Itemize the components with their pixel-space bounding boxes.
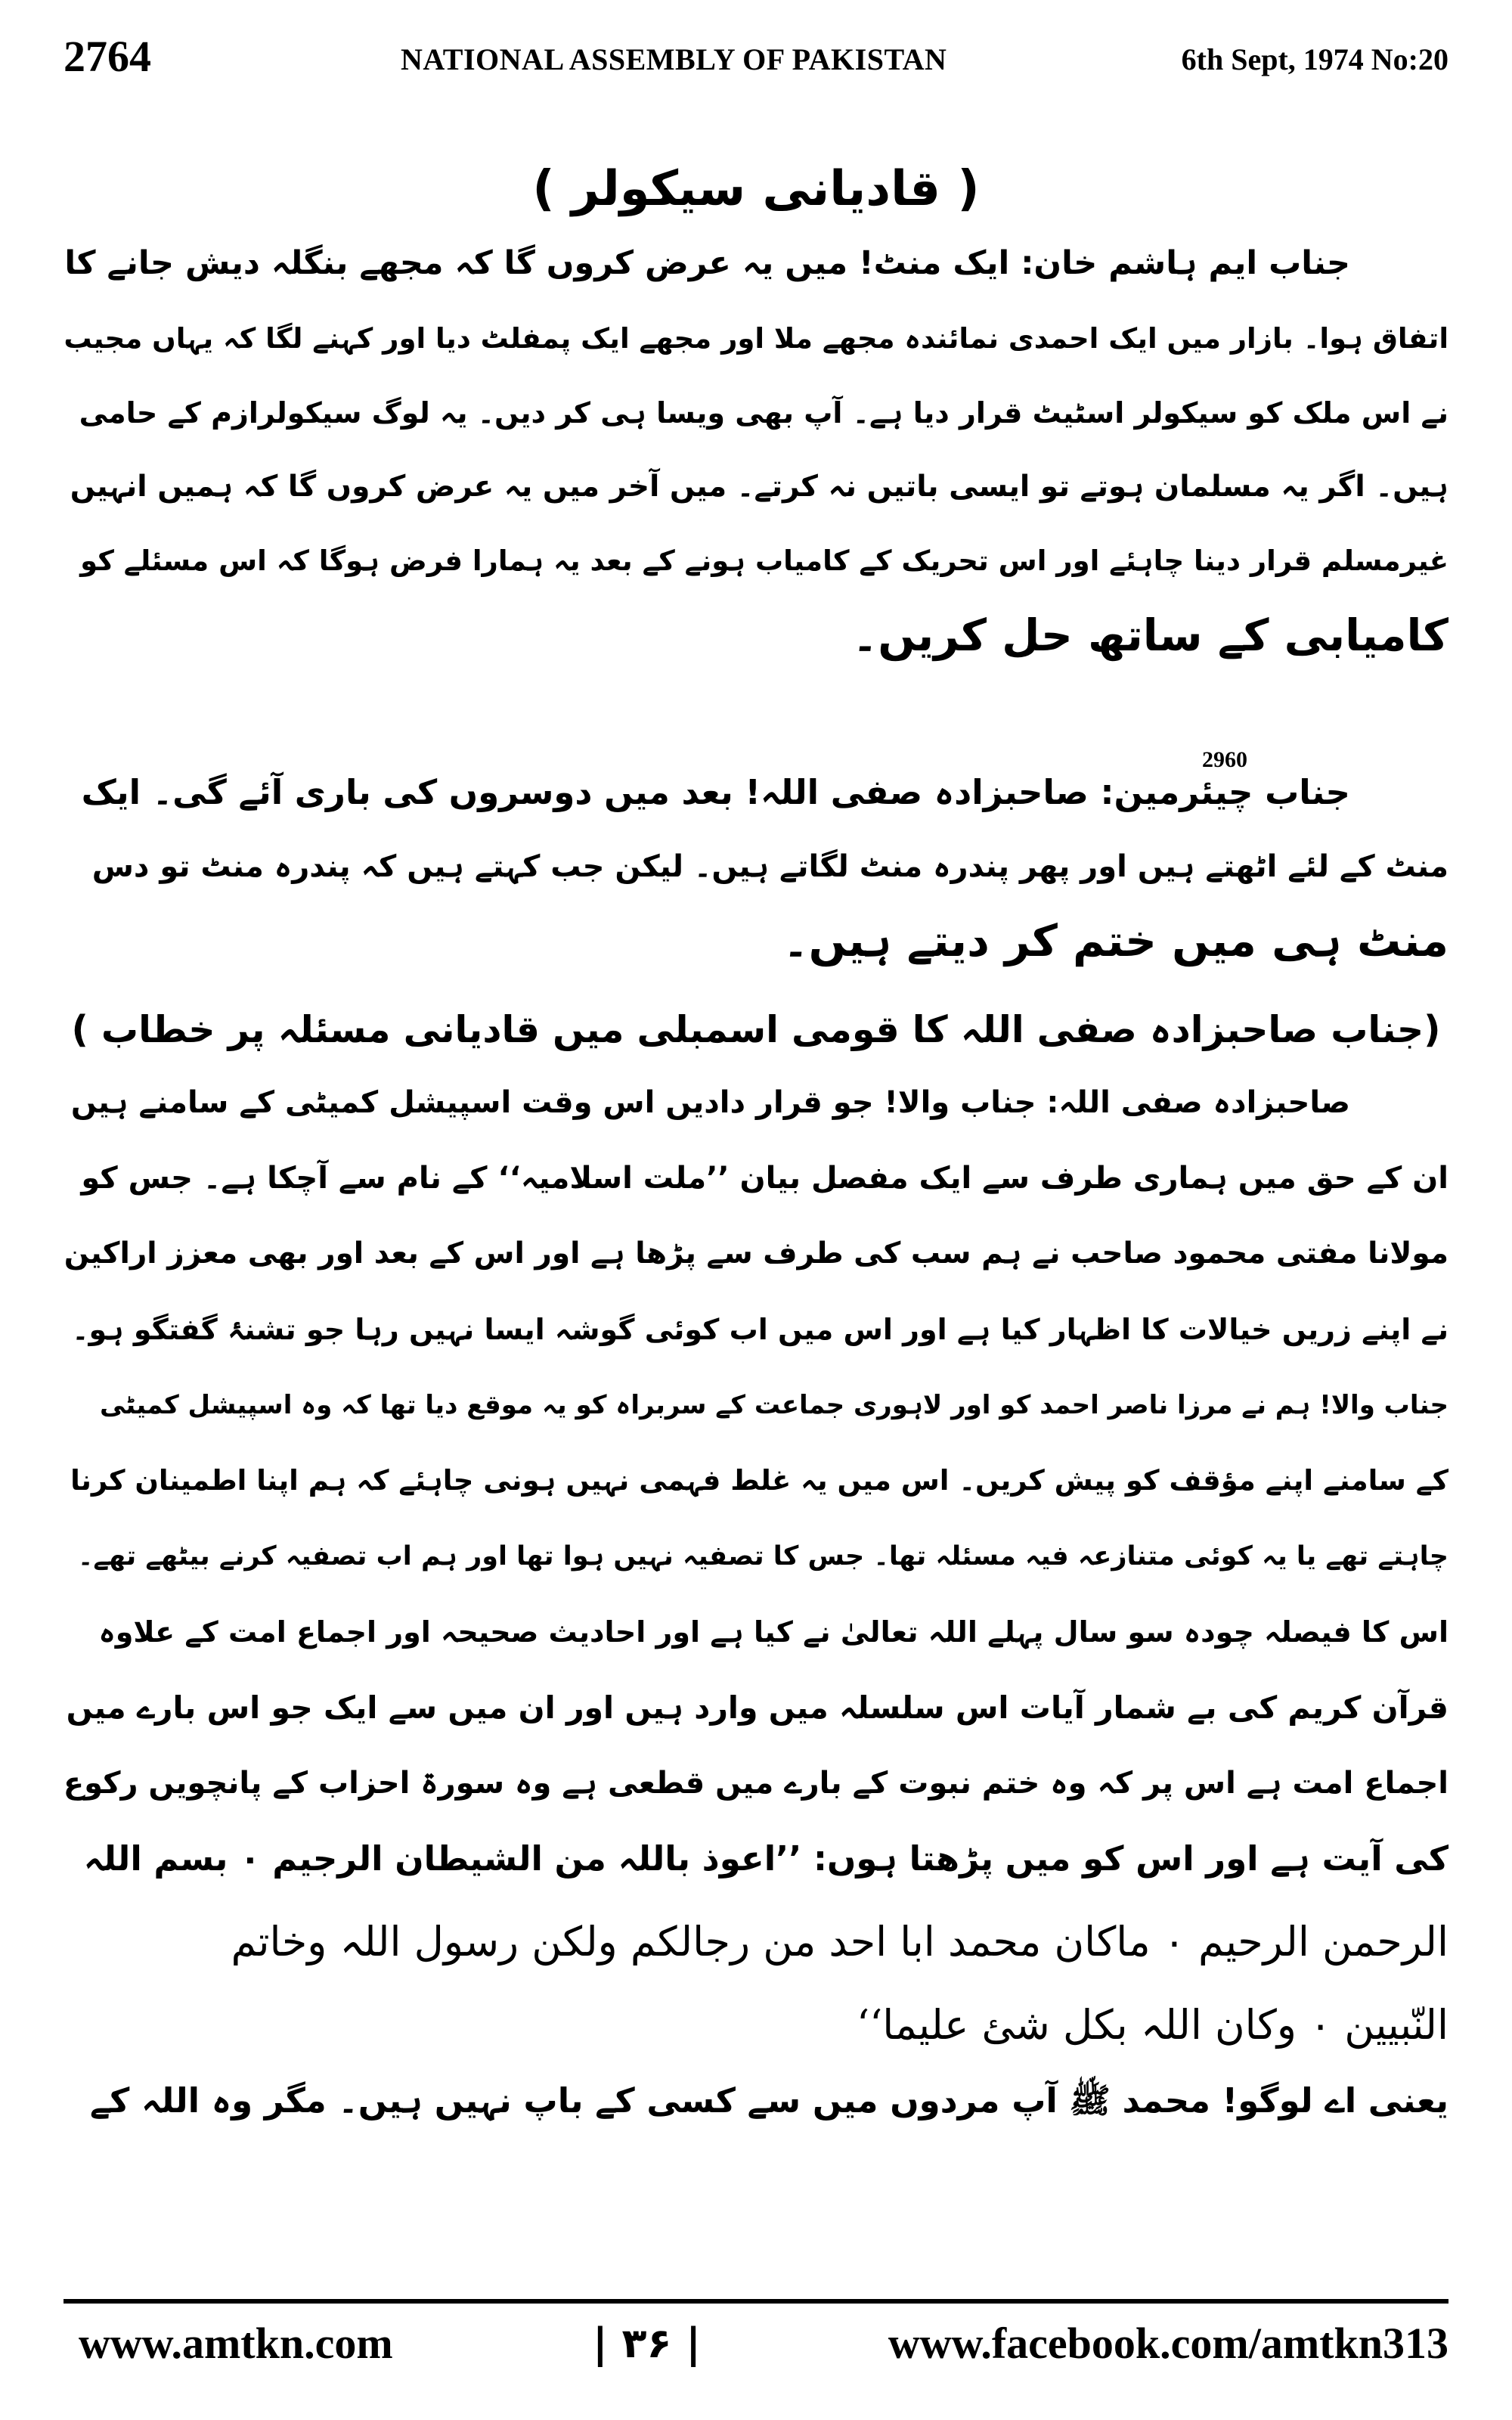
date-issue: 6th Sept, 1974 No:20 [1181, 42, 1448, 76]
page-number: 2764 [64, 32, 151, 81]
paragraph-line: مولانا مفتی محمود صاحب نے ہم سب کی طرف سے پڑھا ہے اور اس کے بعد اور بھی معزز اراکین [64, 1236, 1448, 1270]
paragraph-line: کے سامنے اپنے مؤقف کو پیش کریں۔ اس میں یہ غلط فہمی نہیں ہونی چاہئے کہ ہم اپنا اطمینان کرنا [70, 1464, 1448, 1497]
paragraph-line: صاحبزادہ صفی اللہ: جناب والا! جو قرار دادیں اس وقت اسپیشل کمیٹی کے سامنے ہیں [70, 1085, 1350, 1120]
paragraph-line: قرآن کریم کی بے شمار آیات اس سلسلہ میں وارد ہیں اور ان میں سے ایک جو اس بارے میں [66, 1689, 1448, 1726]
paragraph-line: اجماع امت ہے اس پر کہ وہ ختم نبوت کے بارے میں قطعی ہے وہ سورۃ احزاب کے پانچویں رکوع [63, 1766, 1448, 1801]
paragraph-line: ان کے حق میں ہماری طرف سے ایک مفصل بیان ’’ملت اسلامیہ‘‘ کے نام سے آچکا ہے۔ جس کو [81, 1161, 1448, 1196]
paragraph-line: ہیں۔ اگر یہ مسلمان ہوتے تو ایسی باتیں نہ کرتے۔ میں آخر میں یہ عرض کروں گا کہ ہمیں انہیں [70, 470, 1448, 504]
section-heading-speech: (جناب صاحبزادہ صفی اللہ کا قومی اسمبلی میں قادیانی مسئلہ پر خطاب ) [71, 1008, 1441, 1051]
reference-number: 2960 [1202, 747, 1247, 772]
arabic-verse-line: الرحمن الرحیم ۰ ماکان محمد ابا احد من رجالکم ولکن رسول اللہ وخاتم [231, 1918, 1448, 1965]
page-marker: | ۳۶ | [593, 2319, 701, 2367]
paragraph-line: جناب چیئرمین: صاحبزادہ صفی اللہ! بعد میں دوسروں کی باری آئے گی۔ ایک [81, 772, 1350, 812]
paragraph-line: کامیابی کے ساتھ حل کریں۔ [852, 610, 1448, 661]
paragraph-line: یعنی اے لوگو! محمد ﷺ آپ مردوں میں سے کسی کے باپ نہیں ہیں۔ مگر وہ اللہ کے [89, 2080, 1448, 2121]
section-heading-qadiani-secular: ( قادیانی سیکولر ) [532, 161, 980, 217]
paragraph-line: اس کا فیصلہ چودہ سو سال پہلے اللہ تعالیٰ نے کیا ہے اور احادیث صحیحہ اور اجماع امت کے علاوہ [98, 1615, 1448, 1649]
website-link[interactable]: www.amtkn.com [79, 2319, 393, 2368]
paragraph-line: غیرمسلم قرار دینا چاہئے اور اس تحریک کے کامیاب ہونے کے بعد یہ ہمارا فرض ہوگا کہ اس مسئلے کو [80, 544, 1448, 577]
paragraph-line: منٹ ہی میں ختم کر دیتے ہیں۔ [782, 915, 1448, 966]
paragraph-line: جناب والا! ہم نے مرزا ناصر احمد کو اور لاہوری جماعت کے سربراہ کو یہ موقع دیا تھا کہ وہ اسپیشل کمیٹی [100, 1390, 1448, 1420]
paragraph-line: چاہتے تھے یا یہ کوئی متنازعہ فیہ مسئلہ تھا۔ جس کا تصفیہ نہیں ہوا تھا اور ہم اب تصفیہ کرنے بیٹھے تھے۔ [77, 1541, 1448, 1571]
page-header [64, 30, 1448, 91]
paragraph-line: جناب ایم ہاشم خان: ایک منٹ! میں یہ عرض کروں گا کہ مجھے بنگلہ دیش جانے کا [64, 244, 1350, 282]
paragraph-line: اتفاق ہوا۔ بازار میں ایک احمدی نمائندہ مجھے ملا اور مجھے ایک پمفلٹ دیا اور کہنے لگا کہ یہاں مجیب [64, 322, 1448, 355]
paragraph-line: منٹ کے لئے اٹھتے ہیں اور پھر پندرہ منٹ لگاتے ہیں۔ لیکن جب کہتے ہیں کہ پندرہ منٹ تو دس [91, 849, 1448, 884]
paragraph-line: نے اس ملک کو سیکولر اسٹیٹ قرار دیا ہے۔ آپ بھی ویسا ہی کر دیں۔ یہ لوگ سیکولرازم کے حامی [79, 396, 1448, 430]
footer-divider [64, 2299, 1448, 2304]
facebook-link[interactable]: www.facebook.com/amtkn313 [888, 2319, 1448, 2368]
paragraph-line: نے اپنے زریں خیالات کا اظہار کیا ہے اور اس میں اب کوئی گوشہ ایسا نہیں رہا جو تشنۂ گفتگو ہو۔ [72, 1313, 1448, 1346]
arabic-verse-line: النّبیین ۰ وکان اللہ بکل شئ علیما‘‘ [856, 2001, 1448, 2049]
page-footer [64, 2317, 1448, 2378]
paragraph-line: کی آیت ہے اور اس کو میں پڑھتا ہوں: ’’اعوذ باللہ من الشیطان الرجیم ۰ بسم اللہ [83, 1838, 1448, 1879]
publication-title: NATIONAL ASSEMBLY OF PAKISTAN [401, 42, 947, 76]
